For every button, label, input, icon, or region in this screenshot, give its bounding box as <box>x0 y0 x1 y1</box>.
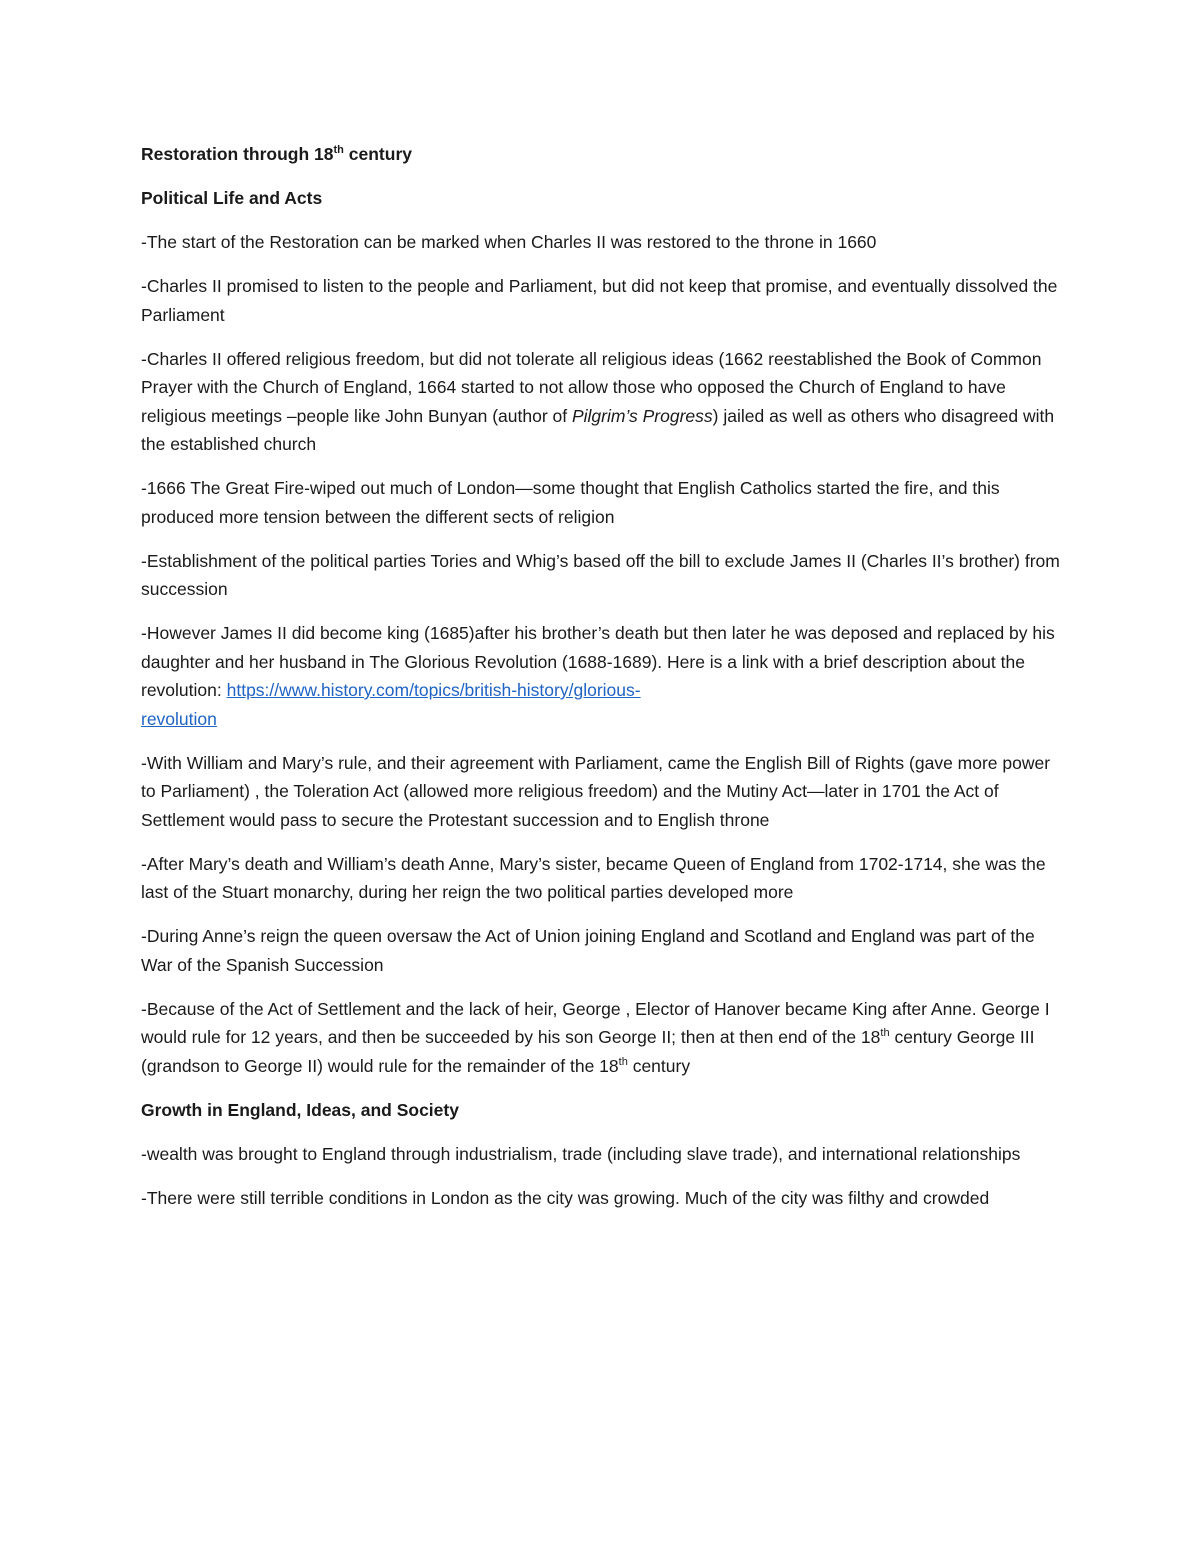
paragraph-act-of-union: -During Anne’s reign the queen oversaw the Act of Union joining England and Scotland and England was part of the War of the Spanish Succession <box>141 926 1035 975</box>
paragraph-restoration-start: -The start of the Restoration can be marked when Charles II was restored to the throne in 1660 <box>141 232 877 252</box>
paragraph-london-conditions: -There were still terrible conditions in London as the city was growing. Much of the city was filthy and crowded <box>141 1187 990 1208</box>
paragraph-wealth: -wealth was brought to England through industrialism, trade (including slave trade), and international relationships <box>141 1143 1021 1164</box>
history-link[interactable]: https://www.history.com/topics/british-history/glorious- revolution <box>141 680 641 729</box>
paragraph-glorious-revolution: -However James II did become king (1685)after his brother’s death but then later he was deposed and replaced by his daughter and her husband in The Glorious Revolution (1688-1689). Here is a link with a brief description about the revolution: https://www.history.com/topics/british-history/glorious- revolution <box>141 623 1055 729</box>
book-title-pilgrims-progress: Pilgrim’s Progress <box>571 405 713 426</box>
section-heading-growth: Growth in England, Ideas, and Society <box>141 1099 459 1120</box>
paragraph-charles-promise: -Charles II promised to listen to the people and Parliament, but did not keep that promise, and eventually dissolved the Parliament <box>141 276 1058 325</box>
paragraph-political-parties: -Establishment of the political parties Tories and Whig’s based off the bill to exclude James II (Charles II’s brother) from succession <box>141 550 1060 599</box>
paragraph-queen-anne: -After Mary’s death and William’s death Anne, Mary’s sister, became Queen of England from 1702-1714, she was the last of the Stuart monarchy, during her reign the two political parties developed more <box>141 853 1046 902</box>
paragraph-great-fire: -1666 The Great Fire-wiped out much of London—some thought that English Catholics started the fire, and this produced more tension between the different sects of religion <box>141 478 1000 527</box>
document-body <box>141 140 1066 1228</box>
paragraph-hanover-succession: -Because of the Act of Settlement and the lack of heir, George , Elector of Hanover became King after Anne. George I would rule for 12 years, and then be succeeded by his son George II; then at then end of the 18th century George III (grandson to George II) would rule for the remainder of the 18th century <box>141 998 1050 1076</box>
paragraph-religious-freedom: -Charles II offered religious freedom, but did not tolerate all religious ideas (1662 reestablished the Book of Common Prayer with the Church of England, 1664 started to not allow those who opposed the Church of England to have religious meetings –people like John Bunyan (author of Pilgrim’s Progress) jailed as well as others who disagreed with the established church <box>141 348 1055 454</box>
paragraph-william-mary: -With William and Mary’s rule, and their agreement with Parliament, came the English Bill of Rights (gave more power to Parliament) , the Toleration Act (allowed more religious freedom) and the Mutiny Act—later in 1701 the Act of Settlement would pass to secure the Protestant succession and to English throne <box>141 752 1051 830</box>
section-heading-political: Political Life and Acts <box>141 188 323 208</box>
document-title: Restoration through 18th century <box>141 144 412 164</box>
